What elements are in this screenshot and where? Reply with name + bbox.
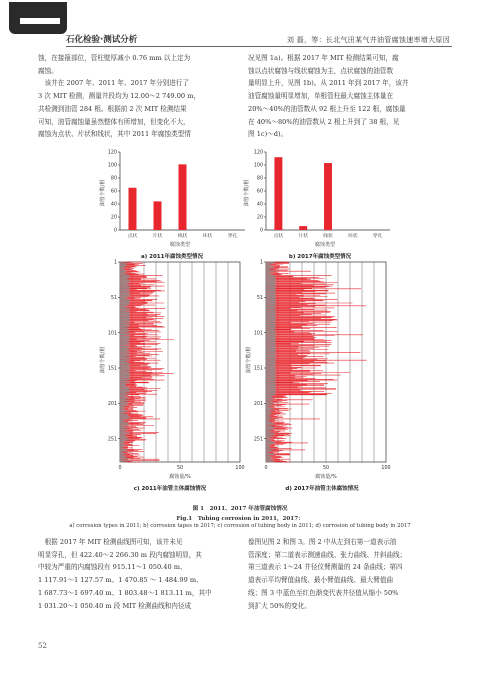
xlabel-b: 腐蚀类型: [314, 242, 336, 248]
text-line: 量明显上升，见图 1b)。从 2011 年到 2017 年，该井: [248, 79, 409, 88]
text-line: 可知，油管腐蚀量虽然整体有所增加，但变化不大，: [38, 117, 190, 126]
ytick-label: 251: [253, 437, 263, 443]
xtick-label: 100: [381, 466, 391, 471]
category-label: 环状: [347, 234, 358, 239]
panel-title-d: d) 2017年油管主体腐蚀情况: [285, 486, 359, 492]
text-line: 管深度；第二道表示测速曲线、张力曲线、井斜曲线；: [248, 550, 407, 559]
text-line: 图 1c)～d)。: [248, 130, 288, 139]
figure-caption-en: a) corrosion types in 2011; b) corrosion tapes in 2017; c) corrosion of tubing body in 2011; d) corrosion of tubing body in 2017: [69, 523, 411, 529]
category-label: 穿孔: [227, 234, 238, 239]
text-line: 蚀，在接箍部位，管柱壁厚减小 0.76 mm 以上定为: [38, 54, 191, 62]
xlabel-a: 腐蚀类型: [169, 242, 191, 248]
ytick-label: 80: [256, 176, 263, 182]
figure-title-en: Fig.1 Tubing corrosion in 2011，2017：: [176, 516, 304, 522]
panel-title-a: a) 2011年腐蚀类型情况: [141, 254, 203, 260]
xtick-label: 50: [176, 466, 184, 471]
text-line: 20%～40%的油管数从 92 根上升至 122 根，腐蚀量: [248, 104, 406, 113]
ytick-label: 20: [110, 215, 117, 221]
text-line: 1 031.20～1 050.40 m 段 MIT 检测曲线和内径成: [38, 601, 192, 610]
category-label: 线状: [177, 234, 188, 239]
ytick-label: 201: [107, 402, 117, 408]
text-line: 腐蚀。: [38, 66, 58, 75]
panel-title-b: b) 2017年腐蚀类型情况: [288, 254, 352, 260]
text-line: 中较为严重的内腐蚀段有 915.11～1 050.40 m、: [38, 563, 187, 572]
text-line: 第三道表示 1～24 井径仪臂测量的 24 条曲线；第四: [248, 563, 403, 572]
text-line: 该井在 2007 年、2011 年、2017 年分别进行了: [38, 79, 190, 88]
text-line: 蚀以点状腐蚀与线状腐蚀为主，点状腐蚀的油管数: [248, 66, 394, 75]
running-title: 刘 磊，等：长北气田某气井油管腐蚀速率增大原因: [286, 36, 450, 44]
left-column-bottom: [38, 536, 230, 612]
figure-title-cn: 图 1 2011、2017 年油管腐蚀情况: [192, 506, 288, 512]
ytick-label: 0: [113, 228, 117, 234]
text-line: 1 687.73～1 697.40 m、1 803.48～1 813.11 m，其中: [38, 588, 212, 597]
text-line: 1 117.91～1 127.57 m、1 470.85 ～ 1 484.99 m、: [38, 576, 203, 585]
ytick-label: 151: [107, 366, 117, 372]
ytick-label: 20: [256, 215, 263, 221]
category-label: 点状: [273, 234, 284, 239]
ytick-label: 120: [107, 150, 117, 156]
ylabel-c: 油管个数/根: [100, 346, 106, 374]
ytick-label: 51: [110, 296, 117, 302]
ytick-label: 100: [107, 163, 117, 169]
ytick-label: 251: [107, 437, 117, 443]
text-line: 道表示平均臂值曲线、最小臂值曲线、最大臂值曲: [248, 576, 394, 585]
text-line: 3 次 MIT 检测，测量井段均为 12.00～2 749.00 m，: [38, 92, 201, 101]
xlabel-d: 腐蚀量/%: [315, 474, 337, 480]
ytick-label: 60: [110, 189, 117, 195]
ytick-label: 80: [110, 176, 117, 182]
ylabel-a: 油管个数/根: [100, 179, 106, 207]
ytick-label: 101: [253, 331, 263, 337]
ytick-label: 60: [256, 189, 263, 195]
text-line: 腐蚀为点状、片状和线状，其中 2011 年腐蚀类型情: [38, 130, 191, 139]
bar: [324, 163, 332, 230]
page-number: 52: [38, 642, 47, 650]
ytick-label: 1: [259, 260, 263, 266]
ytick-label: 151: [253, 366, 263, 372]
bar: [129, 188, 137, 230]
bar: [154, 201, 162, 230]
ytick-label: 51: [256, 296, 263, 302]
category-label: 点状: [127, 234, 138, 239]
text-line: 根据 2017 年 MIT 检测曲线图可知，该井未见: [38, 538, 183, 546]
ylabel-d: 油管个数/根: [246, 346, 252, 374]
chart-a: [99, 150, 245, 260]
xtick-label: 50: [322, 466, 330, 471]
journal-logo-text: 石化检验·测试分析: [66, 35, 138, 45]
xtick-label: 0: [264, 466, 268, 471]
ylabel-b: 油管个数/根: [244, 179, 250, 207]
text-line: 在 40%～80%的油管数从 2 根上升到了 38 根，见: [248, 117, 400, 126]
ytick-label: 40: [256, 202, 263, 208]
category-label: 环状: [202, 234, 213, 239]
ytick-label: 101: [107, 331, 117, 337]
xtick-label: 100: [235, 466, 245, 471]
text-line: 况见图 1a)。根据 2017 年 MIT 检测结果可知，腐: [248, 54, 399, 62]
chart-d: [245, 260, 391, 492]
category-label: 线状: [323, 234, 333, 239]
bar: [179, 164, 187, 230]
chart-b: [243, 150, 390, 260]
ytick-label: 40: [110, 202, 117, 208]
text-line: 明显穿孔，但 422.40～2 266.30 m 段内腐蚀明显，其: [38, 550, 202, 559]
category-label: 片状: [298, 234, 309, 239]
ytick-label: 0: [259, 228, 263, 234]
right-column-bottom: [248, 536, 442, 612]
bar: [299, 226, 307, 230]
text-line: 共检测到油管 284 根。根据前 2 次 MIT 检测结果: [38, 104, 187, 113]
text-line: 像图见图 2 和图 3。图 2 中从左到右第一道表示油: [248, 538, 397, 546]
xtick-label: 0: [118, 466, 122, 471]
ytick-label: 201: [253, 402, 263, 408]
ytick-label: 1: [113, 260, 117, 266]
category-label: 片状: [152, 234, 163, 239]
ytick-label: 100: [253, 163, 263, 169]
text-line: 油管腐蚀量明显增加，单根管柱最大腐蚀主体量在: [248, 92, 394, 101]
ytick-label: 120: [253, 150, 263, 156]
chart-c: [99, 260, 245, 492]
panel-title-c: c) 2011年油管主体腐蚀情况: [133, 486, 207, 492]
xlabel-c: 腐蚀量/%: [169, 474, 191, 480]
text-line: 到扩大 50%的变化。: [248, 601, 311, 610]
text-line: 线；图 3 中蓝色至红色渐变代表井径值从缩小 50%: [248, 588, 399, 597]
category-label: 穿孔: [372, 234, 383, 239]
bar: [274, 157, 282, 230]
